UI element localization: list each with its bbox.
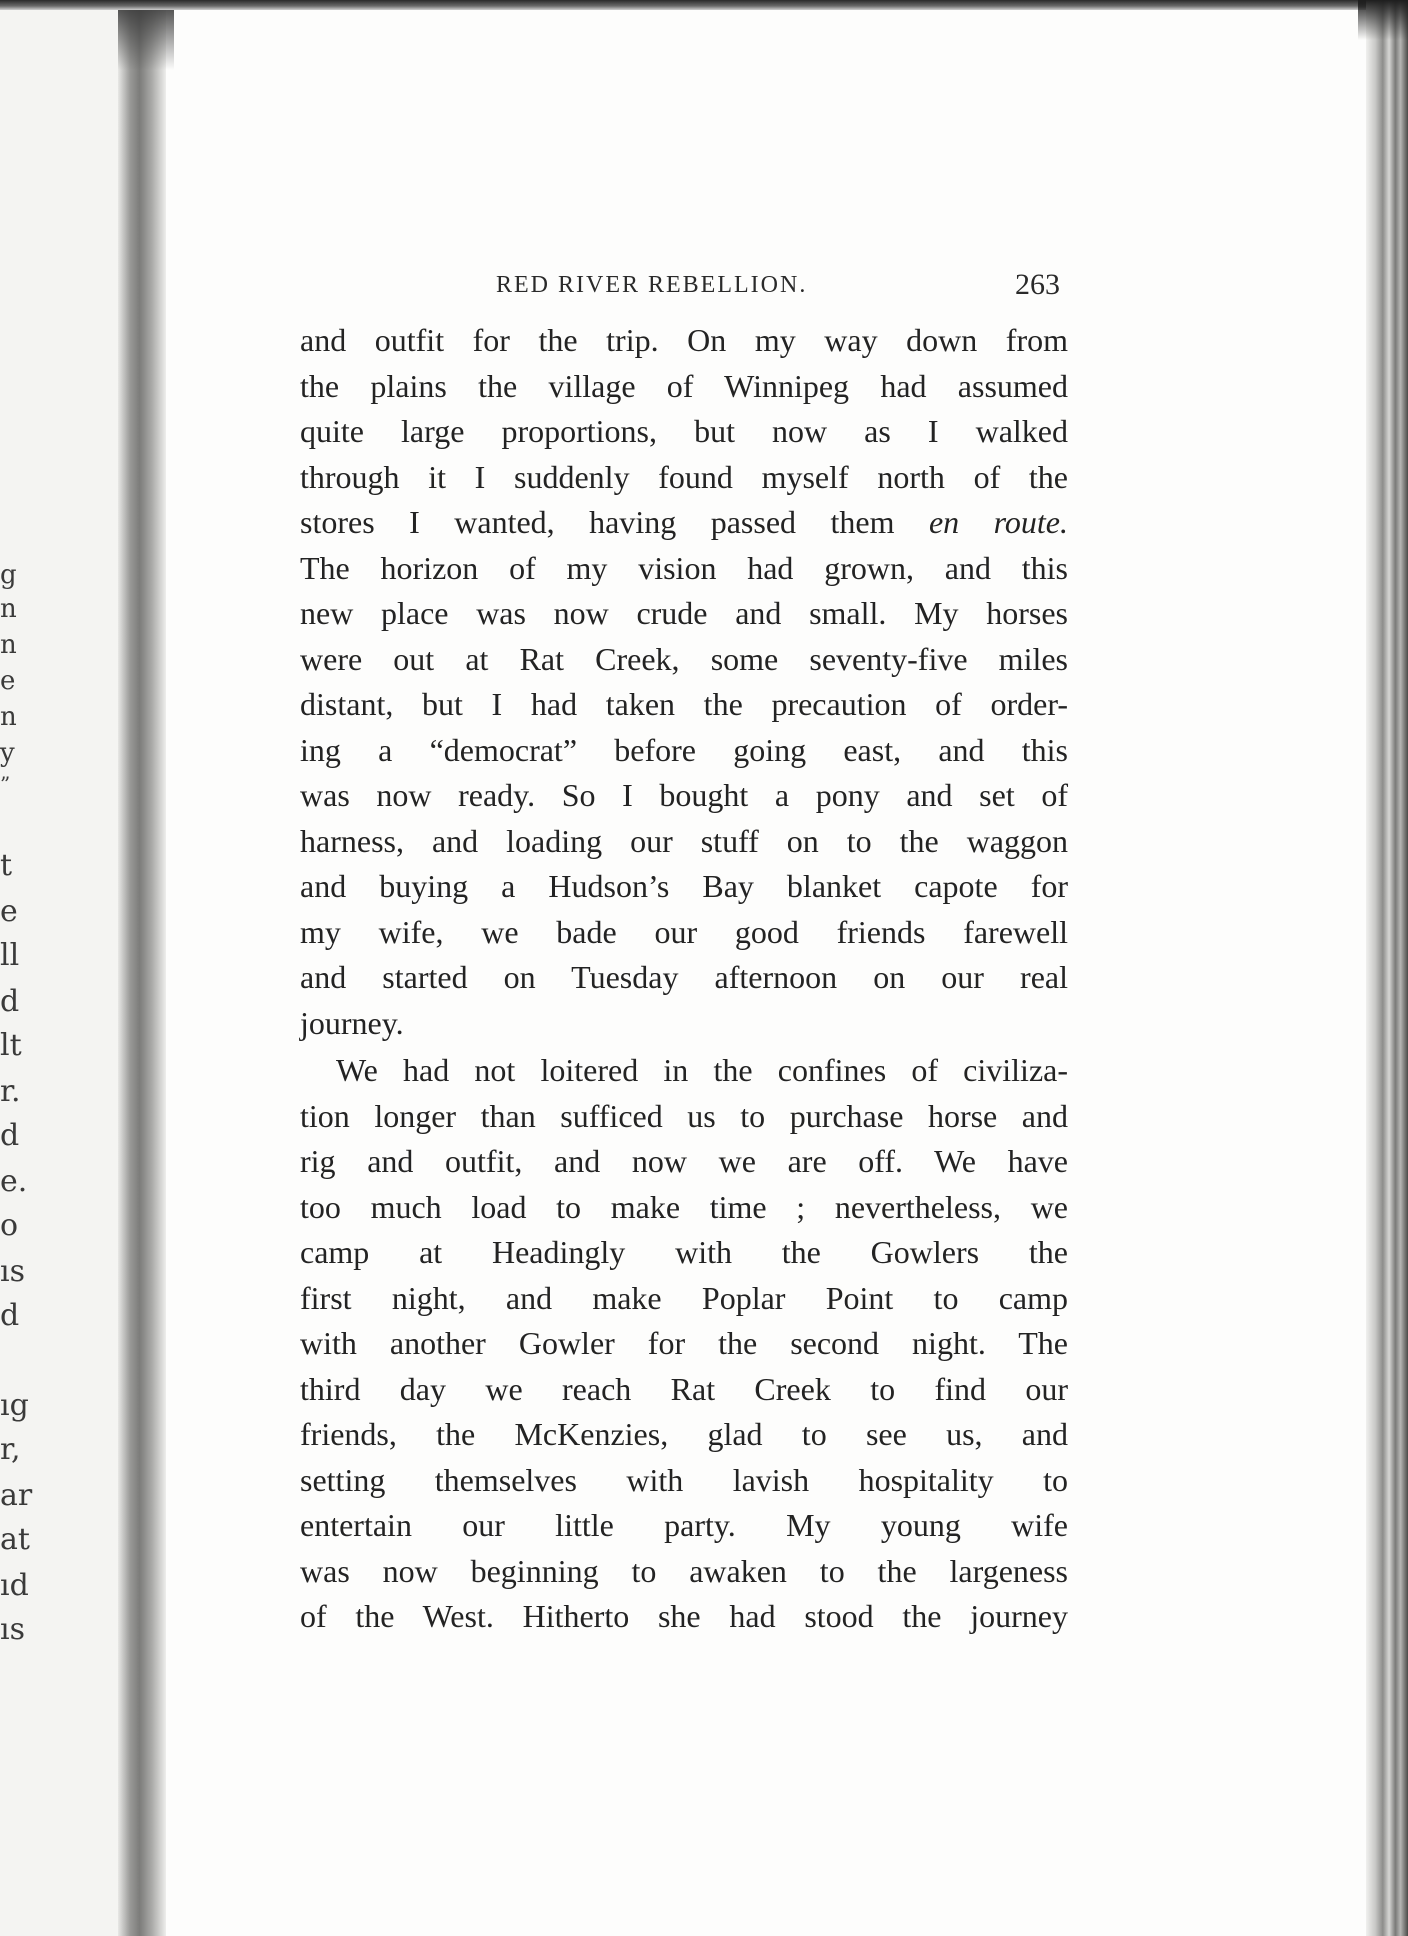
text-line: of the West. Hitherto she had stood the journey (300, 1598, 1068, 1634)
text-line: too much load to make time ; nevertheless, we (300, 1188, 1068, 1225)
text-line: and started on Tuesday afternoon on our real (300, 959, 1068, 995)
page-stack-edge (1366, 0, 1408, 1936)
running-head-title: RED RIVER REBELLION. (496, 272, 808, 298)
fragment: n (0, 702, 17, 732)
text-line: and buying a Hudson’s Bay blanket capote for (300, 868, 1068, 904)
text-line: rig and outfit, and now we are off. We have (300, 1143, 1068, 1179)
text-line: harness, and loading our stuff on to the waggon (300, 822, 1068, 859)
italic-phrase: en route. (928, 504, 1069, 540)
text-line: journey. (300, 1004, 404, 1041)
scan-top-border (0, 0, 1408, 10)
fragment: ar (0, 1478, 33, 1513)
fragment: d (0, 984, 20, 1019)
fragment: e (0, 894, 18, 929)
fragment: t (0, 848, 13, 883)
text-line: were out at Rat Creek, some seventy-five miles (300, 640, 1068, 677)
fragment: n (0, 630, 17, 660)
text-line: the plains the village of Winnipeg had assumed (300, 367, 1068, 404)
text-line-with-italic (300, 500, 1068, 546)
text-line: was now ready. So I bought a pony and set of (300, 777, 1068, 813)
fragment: at (0, 1522, 30, 1557)
fragment: r, (0, 1432, 21, 1467)
fragment: ıg (0, 1388, 29, 1423)
text-line: my wife, we bade our good friends farewell (300, 913, 1068, 950)
text-line: first night, and make Poplar Point to camp (300, 1279, 1068, 1316)
text-line: was now beginning to awaken to the largeness (300, 1552, 1068, 1589)
paragraph-1 (300, 318, 1068, 1046)
text-line: The horizon of my vision had grown, and this (300, 549, 1068, 586)
fragment: ıs (0, 1254, 25, 1289)
fragment: y (0, 738, 15, 768)
text-line: distant, but I had taken the precaution of order- (300, 686, 1068, 722)
fragment: ll (0, 938, 20, 973)
text-line: entertain our little party. My young wife (300, 1507, 1068, 1543)
page-number: 263 (1015, 268, 1060, 301)
page-stack-edge-shadow (1358, 0, 1408, 40)
text-line: and outfit for the trip. On my way down from (300, 322, 1068, 358)
text-line: quite large proportions, but now as I walked (300, 413, 1068, 449)
text-line: friends, the McKenzies, glad to see us, and (300, 1416, 1068, 1452)
text-line: tion longer than sufficed us to purchase horse and (300, 1097, 1068, 1134)
fragment: n (0, 594, 17, 624)
fragment: o (0, 1208, 19, 1243)
book-gutter (118, 0, 166, 1936)
text-line: ing a “democrat” before going east, and this (300, 731, 1068, 768)
running-head (300, 268, 1068, 318)
paragraph-2 (300, 1048, 1068, 1640)
fragment: ” (0, 772, 11, 796)
text-line: We had not loitered in the confines of civiliza- (336, 1052, 1068, 1088)
text-run: stores I wanted, having passed them (300, 504, 929, 540)
fragment: r. (0, 1074, 21, 1109)
fragment: d (0, 1118, 20, 1153)
text-line: camp at Headingly with the Gowlers the (300, 1234, 1068, 1270)
fragment: ıd (0, 1568, 29, 1603)
text-line: through it I suddenly found myself north of the (300, 458, 1068, 495)
fragment: ıs (0, 1612, 25, 1647)
fragment: e. (0, 1164, 28, 1199)
text-line: setting themselves with lavish hospitality to (300, 1461, 1068, 1498)
text-line: third day we reach Rat Creek to find our (300, 1370, 1068, 1407)
printed-page (300, 268, 1068, 1640)
gutter-shadow (118, 0, 174, 70)
text-line: new place was now crude and small. My horses (300, 595, 1068, 631)
fragment: g (0, 560, 17, 590)
fragment: lt (0, 1028, 22, 1063)
fragment: d (0, 1298, 20, 1333)
text-line: with another Gowler for the second night. The (300, 1325, 1068, 1361)
fragment: e (0, 666, 16, 696)
